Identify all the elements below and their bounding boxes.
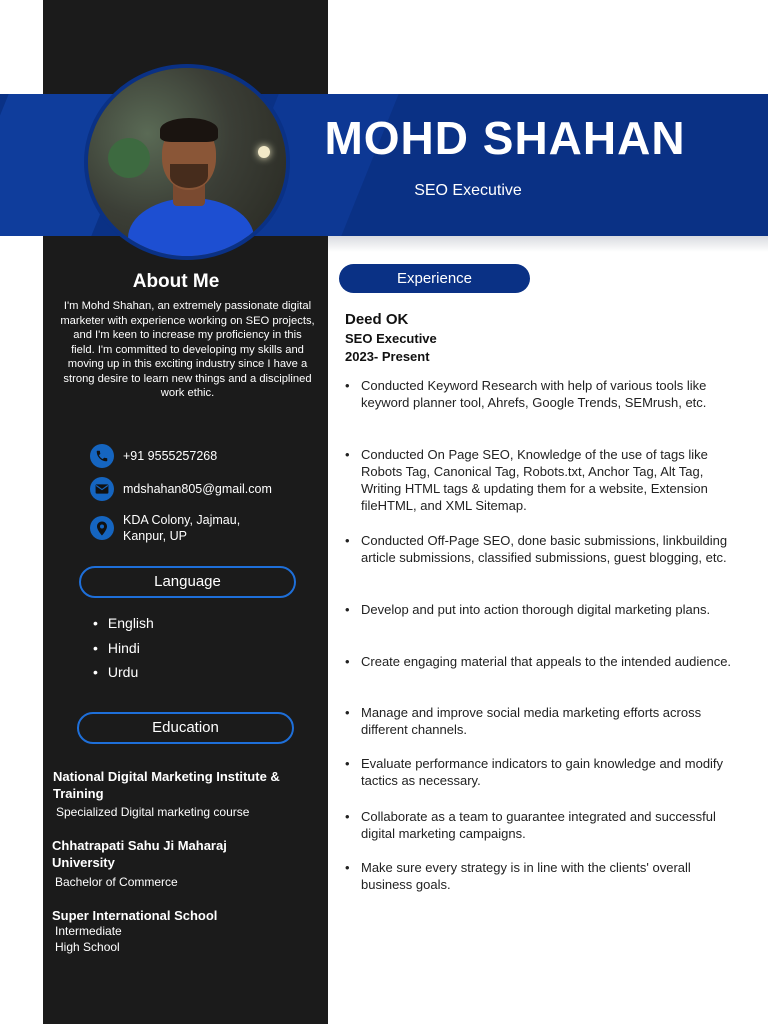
school-detail: Bachelor of Commerce	[55, 875, 178, 889]
email-icon	[90, 477, 114, 501]
address-text	[123, 512, 240, 544]
school-name: Super International School	[52, 908, 218, 923]
school-name: Chhatrapati Sahu Ji Maharaj University	[52, 838, 227, 870]
experience-bullet: • Create engaging material that appeals to the intended audience.	[343, 653, 733, 670]
person-role: SEO Executive	[414, 182, 522, 199]
address-line: KDA Colony, Jajmau,	[123, 513, 241, 527]
contact-address	[90, 512, 240, 544]
email-text: mdshahan805@gmail.com	[123, 482, 272, 496]
language-list	[93, 614, 154, 688]
school-detail: Intermediate	[55, 924, 122, 938]
experience-bullet: • Make sure every strategy is in line with the clients' overall business goals.	[343, 859, 733, 893]
school-name: National Digital Marketing Institute & Training	[53, 769, 280, 801]
about-text: I'm Mohd Shahan, an extremely passionate digital marketer with experience working on SEO projects, and I'm keen to increase my proficiency in this field. I'm committed to developing my skills and moving up in this exciting industry since I have a strong desire to learn new things and a disciplined work ethic.	[60, 300, 315, 399]
profile-photo	[84, 64, 290, 260]
education-entry	[52, 837, 272, 891]
contact-email[interactable]	[90, 477, 272, 501]
experience-bullet: • Develop and put into action thorough digital marketing plans.	[343, 601, 733, 618]
experience-bullet: • Evaluate performance indicators to gain knowledge and modify tactics as necessary.	[343, 755, 733, 789]
education-entry	[52, 907, 317, 955]
school-detail: Specialized Digital marketing course	[56, 805, 250, 819]
person-name: MOHD SHAHAN	[324, 112, 686, 164]
education-heading: Education	[77, 712, 294, 744]
band-shadow	[328, 236, 768, 252]
language-heading: Language	[79, 566, 296, 598]
job-dates: 2023- Present	[345, 349, 430, 364]
experience-bullet: • Conducted Keyword Research with help of various tools like keyword planner tool, Ahrefs, Google Trends, SEMrush, etc.	[343, 377, 733, 411]
experience-bullet: • Conducted Off-Page SEO, done basic submissions, linkbuilding article submissions, classified submissions, guest blogging, etc.	[343, 532, 733, 566]
language-item: • Urdu	[93, 663, 154, 688]
school-detail: High School	[55, 939, 120, 954]
language-item: • English	[93, 614, 154, 639]
experience-bullet: • Manage and improve social media marketing efforts across different channels.	[343, 704, 733, 738]
job-title: SEO Executive	[345, 331, 437, 346]
location-pin-icon	[90, 516, 114, 540]
education-entry	[53, 768, 318, 821]
contact-phone[interactable]	[90, 444, 217, 468]
experience-heading: Experience	[339, 264, 530, 293]
address-line: Kanpur, UP	[123, 529, 187, 543]
company-name: Deed OK	[345, 311, 409, 328]
about-title: About Me	[132, 271, 220, 292]
language-item: • Hindi	[93, 639, 154, 664]
phone-text: +91 9555257268	[123, 449, 218, 463]
experience-bullet: • Collaborate as a team to guarantee integrated and successful digital marketing campaigns.	[343, 808, 733, 842]
phone-icon	[90, 444, 114, 468]
experience-bullet: • Conducted On Page SEO, Knowledge of the use of tags like Robots Tag, Canonical Tag, Robots.txt, Anchor Tag, Alt Tag, Writing HTML tags & updating them for a website, Extension fileHTML, and XML Sitemap.	[343, 446, 733, 514]
